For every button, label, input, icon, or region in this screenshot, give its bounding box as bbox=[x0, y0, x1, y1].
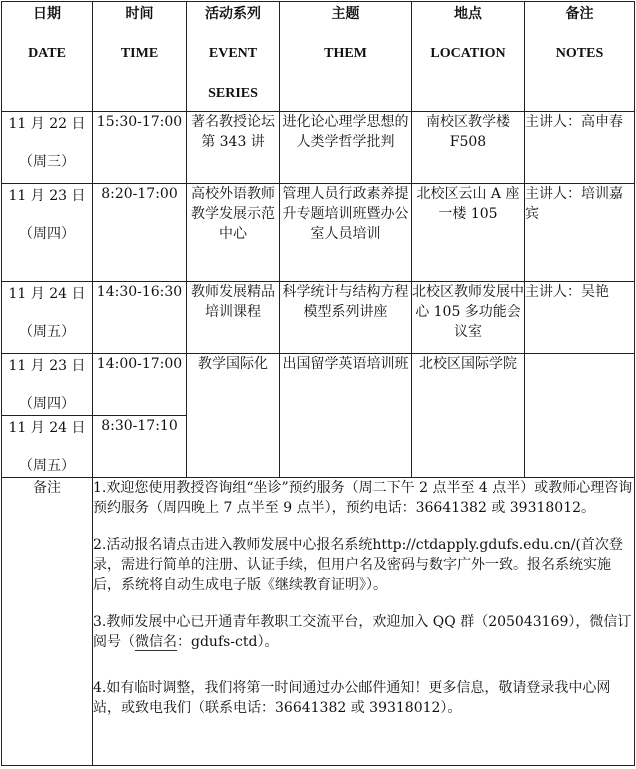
theme-cell: 进化论心理学思想的人类学哲学批判 bbox=[280, 112, 412, 184]
notes-cell: 主讲人：培训嘉宾 bbox=[525, 184, 635, 282]
notes-cell: 主讲人：高申春 bbox=[525, 112, 635, 184]
header-row bbox=[2, 2, 635, 112]
time-cell: 15:30-17:00 bbox=[93, 112, 187, 184]
note-item: 4.如有临时调整，我们将第一时间通过办公邮件通知！更多信息，敬请登录我中心网站，或致电我们（联系电话：36641382 或 39318012）。 bbox=[93, 680, 611, 716]
header-location: 地点 LOCATION bbox=[412, 2, 525, 112]
time-cell: 8:20-17:00 bbox=[93, 184, 187, 282]
notes-content bbox=[93, 478, 635, 766]
note-item: 2.活动报名请点击进入教师发展中心报名系统http://ctdapply.gdufs.edu.cn/(首次登录，需进行简单的注册、认证手续，但用户名及密码与数字广外一致。报名系统实施后，系统将自动生成电子版《继续教育证明》）。 bbox=[93, 537, 623, 593]
series-cell: 教学国际化 bbox=[187, 354, 280, 478]
notes-label: 备注 bbox=[2, 478, 93, 766]
note-item: 1.欢迎您使用教授咨询组“坐诊”预约服务（周二下午 2 点半至 4 点半）或教师心理咨询预约服务（周四晚上 7 点半至 9 点半），预约电话：36641382 或 39318012。 bbox=[93, 480, 633, 516]
series-cell: 著名教授论坛第 343 讲 bbox=[187, 112, 280, 184]
event-schedule-table bbox=[1, 1, 635, 766]
wechat-name-label: 微信名 bbox=[135, 634, 177, 650]
header-theme: 主题 THEM bbox=[280, 2, 412, 112]
location-cell: 北校区云山 A 座一楼 105 bbox=[412, 184, 525, 282]
date-cell: 11 月 23 日 （周四） bbox=[2, 354, 93, 416]
notes-row bbox=[2, 478, 635, 766]
time-cell: 14:30-16:30 bbox=[93, 282, 187, 354]
series-cell: 教师发展精品培训课程 bbox=[187, 282, 280, 354]
header-series: 活动系列 EVENT SERIES bbox=[187, 2, 280, 112]
table-row bbox=[2, 354, 635, 416]
date-cell: 11 月 24 日 （周五） bbox=[2, 416, 93, 478]
date-cell: 11 月 24 日 （周五） bbox=[2, 282, 93, 354]
notes-cell bbox=[525, 354, 635, 478]
theme-cell: 管理人员行政素养提升专题培训班暨办公室人员培训 bbox=[280, 184, 412, 282]
table-row bbox=[2, 112, 635, 184]
table-row bbox=[2, 282, 635, 354]
location-cell: 北校区教师发展中心 105 多功能会议室 bbox=[412, 282, 525, 354]
location-cell: 南校区教学楼 F508 bbox=[412, 112, 525, 184]
date-cell: 11 月 22 日 （周三） bbox=[2, 112, 93, 184]
header-notes: 备注 NOTES bbox=[525, 2, 635, 112]
table-row bbox=[2, 184, 635, 282]
notes-cell: 主讲人：吴艳 bbox=[525, 282, 635, 354]
theme-cell: 出国留学英语培训班 bbox=[280, 354, 412, 478]
date-cell: 11 月 23 日 （周四） bbox=[2, 184, 93, 282]
note-item: 3.教师发展中心已开通青年教职工交流平台，欢迎加入 QQ 群（205043169），微信订阅号（微信名：gdufs-ctd）。 bbox=[93, 614, 632, 650]
theme-cell: 科学统计与结构方程模型系列讲座 bbox=[280, 282, 412, 354]
time-cell: 14:00-17:00 bbox=[93, 354, 187, 416]
time-cell: 8:30-17:10 bbox=[93, 416, 187, 478]
series-cell: 高校外语教师教学发展示范中心 bbox=[187, 184, 280, 282]
header-date: 日期 DATE bbox=[2, 2, 93, 112]
location-cell: 北校区国际学院 bbox=[412, 354, 525, 478]
header-time: 时间 TIME bbox=[93, 2, 187, 112]
